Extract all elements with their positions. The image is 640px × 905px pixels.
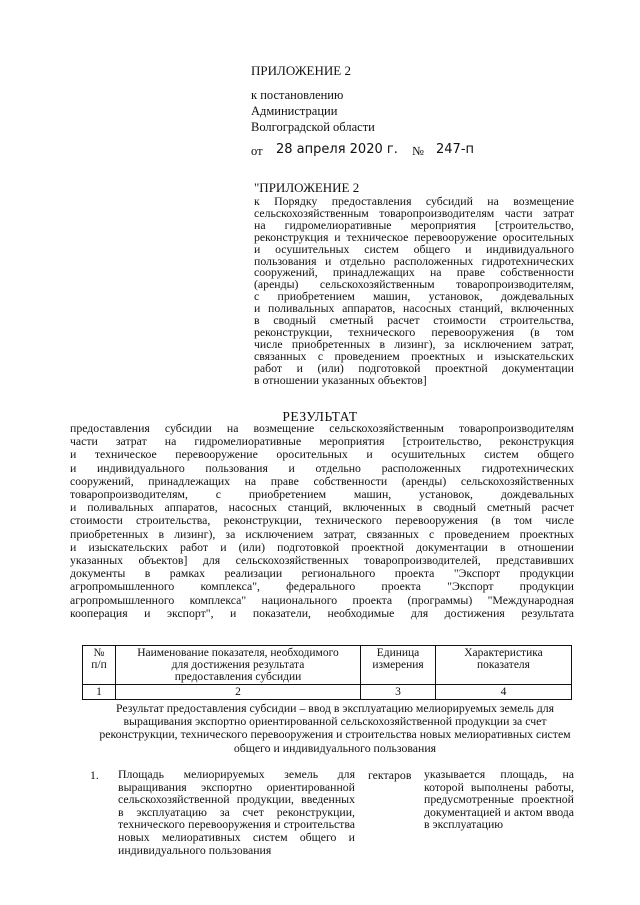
- sub-annex-line: пользования и отдельно расположенных гидротехнических: [254, 253, 574, 268]
- result-line: стоимости строительства, реконструкции, технического перевооружения (в том числе: [70, 513, 574, 528]
- result-line: и поливальных аппаратов, насосных станций, включенных в сводный сметный расчет: [70, 500, 574, 515]
- section-title: Результат предоставления субсидии – ввод в эксплуатацию мелиорируемых земель для выращивания экспортно ориентированной сельскохозяйственной продукции за счет реконструкции, технического перевооружения и строительства новых мелиоративных систем общего и индивидуального пользования: [99, 701, 571, 755]
- result-line: агропромышленного комплекса" национального проекта (программы) "Международная: [70, 592, 574, 607]
- sub-annex-line: и поливальных аппаратов, насосных станций, включенных: [254, 301, 574, 316]
- sub-annex-line: к Порядку предоставления субсидий на возмещение: [254, 194, 574, 208]
- table-col-number: 1: [83, 685, 116, 700]
- sub-annex-line: сельскохозяйственным товаропроизводителям части затрат: [254, 205, 574, 220]
- table-col-number: 4: [436, 685, 572, 700]
- table-header-name: Наименование показателя, необходимого для достижения результата предоставления субсидии: [116, 646, 361, 685]
- annex-number-sign: №: [412, 144, 424, 158]
- sub-annex-title: "ПРИЛОЖЕНИЕ 2: [254, 180, 360, 195]
- result-line: агропромышленного комплекса", федерального проекта "Экспорт продукции: [70, 579, 574, 594]
- result-line: и техническое перевооружение оросительных и осушительных систем общего: [70, 447, 574, 462]
- table-number-row: [83, 685, 572, 700]
- row-number: 1.: [90, 768, 99, 782]
- sub-annex-line: связанных с проведением проектных и изыскательских: [254, 348, 574, 363]
- result-line: и индивидуального пользования и отдельно расположенных гидротехнических: [70, 460, 574, 475]
- result-line: приобретенных в лизинг), за исключением затрат, связанных с проведением проектных: [70, 526, 574, 541]
- sub-annex-line: в отношении указанных объектов]: [254, 372, 427, 387]
- sub-annex-line: реконструкция и техническое перевооружение оросительных: [254, 229, 574, 244]
- annex-number: 247-п: [436, 142, 475, 157]
- table-header-row: [83, 646, 572, 685]
- sub-annex-text: [254, 196, 574, 387]
- result-line: сооружений, принадлежащих на праве собственности (аренды) сельскохозяйственных: [70, 473, 574, 488]
- sub-annex-line: числе приобретенных в лизинг), за исключением затрат,: [254, 336, 574, 351]
- sub-annex-line: на гидромелиоративные мероприятия [строительство,: [254, 217, 574, 232]
- row-description: указывается площадь, на которой выполнены работы, предусмотренные проектной документацией и актом ввода в эксплуатацию: [424, 767, 574, 832]
- row-unit: гектаров: [368, 768, 412, 782]
- result-line: предоставления субсидии на возмещение сельскохозяйственным товаропроизводителям: [70, 421, 574, 435]
- sub-annex-line: в сводный сметный расчет стоимости строительства,: [254, 313, 574, 328]
- result-title: РЕЗУЛЬТАТ: [282, 409, 358, 424]
- annex-line-1: к постановлению: [251, 88, 344, 102]
- sub-annex-line: и осушительных систем общего и индивидуального: [254, 241, 574, 256]
- result-line: и изыскательских работ и (или) подготовкой проектной документации в отношении: [70, 539, 574, 554]
- annex-date: 28 апреля 2020 г.: [276, 142, 398, 157]
- row-indicator-name: Площадь мелиорируемых земель для выращивания экспортно ориентированной сельскохозяйственной продукции, введенных в эксплуатацию за счет реконструкции, технического перевооружения и строительства новых мелиоративных систем общего и индивидуального пользования: [118, 767, 355, 857]
- annex-line-2: Администрации: [251, 104, 338, 118]
- annex-line-3: Волгоградской области: [251, 120, 375, 134]
- result-line: документы в рамках реализации регионального проекта "Экспорт продукции: [70, 566, 574, 581]
- sub-annex-line: сооружений, принадлежащих на праве собственности: [254, 265, 574, 280]
- result-text: [70, 422, 574, 620]
- result-line: кооперация и экспорт", и показатели, необходимые для достижения результата: [70, 605, 574, 620]
- result-line: указанных объектов] для сельскохозяйственных товаропроизводителей, представивших: [70, 553, 574, 568]
- annex-title: ПРИЛОЖЕНИЕ 2: [251, 63, 351, 78]
- sub-annex-line: с приобретением машин, установок, дождевальных: [254, 289, 574, 304]
- table-header-characteristic: Характеристика показателя: [436, 646, 572, 685]
- sub-annex-line: работ и (или) подготовкой проектной документации: [254, 360, 574, 375]
- indicator-table: [82, 645, 572, 700]
- result-line: части затрат на гидромелиоративные мероприятия [строительство, реконструкция: [70, 434, 574, 449]
- table-col-number: 3: [361, 685, 436, 700]
- table-header-num: № п/п: [83, 646, 116, 685]
- annex-date-prefix: от: [251, 144, 263, 158]
- table-col-number: 2: [116, 685, 361, 700]
- sub-annex-line: реконструкции, технического перевооружения (в том: [254, 324, 574, 339]
- result-line: товаропроизводителям, с приобретением машин, установок, дождевальных: [70, 487, 574, 502]
- sub-annex-line: (аренды) сельскохозяйственным товаропроизводителям,: [254, 277, 574, 292]
- table-header-unit: Единица измерения: [361, 646, 436, 685]
